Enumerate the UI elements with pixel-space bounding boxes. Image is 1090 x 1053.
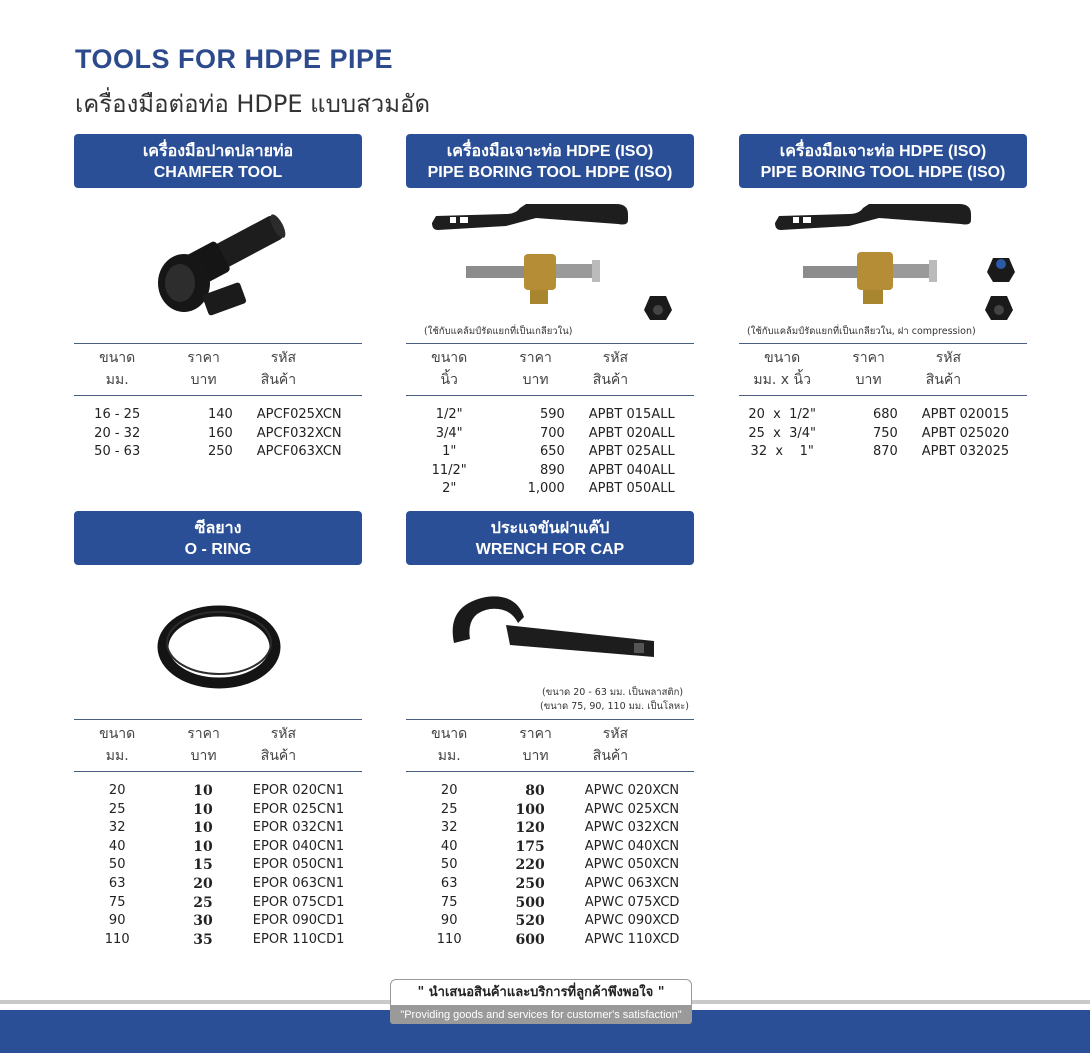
table-row (406, 443, 694, 462)
pipe-boring-tool-icon (739, 188, 1027, 343)
code-cell: APWC 040XCN (584, 838, 680, 854)
table-row (74, 912, 362, 931)
size-cell: 75 (440, 894, 458, 910)
table-row (406, 931, 694, 950)
col-size-unit: มม. (74, 745, 160, 772)
size-cell: 32 (108, 820, 126, 836)
table-row (74, 425, 362, 444)
col-price-header: ราคา (825, 344, 911, 370)
section-header (406, 134, 694, 188)
page-title: TOOLS FOR HDPE PIPE (75, 44, 394, 74)
code-cell: APBT 032025 (921, 444, 1010, 460)
price-cell: 870 (872, 444, 898, 460)
code-cell: APWC 110XCD (584, 931, 680, 947)
code-cell: APBT 015ALL (588, 407, 675, 422)
size-cell: 50 (440, 857, 458, 873)
price-cell: 10 (193, 783, 213, 799)
price-table (406, 343, 694, 499)
section-header (739, 134, 1027, 188)
size-cell: 32 (440, 820, 458, 836)
price-cell: 220 (515, 857, 545, 874)
material-note-metal: (ขนาด 75, 90, 110 มม. เป็นโลหะ) (540, 701, 689, 712)
table-row (406, 801, 694, 820)
price-cell: 20 (193, 875, 213, 892)
size-cell: 20 - 32 (94, 425, 141, 441)
col-code-unit: สินค้า (912, 369, 1027, 396)
price-cell: 30 (193, 913, 213, 930)
code-cell: APWC 063XCN (584, 875, 680, 891)
code-cell: APBT 020ALL (588, 425, 675, 441)
price-cell: 590 (539, 407, 565, 422)
col-price-unit: บาท (160, 745, 246, 772)
table-row (739, 396, 1027, 425)
code-cell: EPOR 063CN1 (252, 875, 345, 891)
pipe-boring-tool-image (406, 188, 694, 343)
col-code-header: รหัส (579, 344, 694, 370)
price-cell: 10 (193, 801, 213, 818)
col-code-unit: สินค้า (579, 369, 694, 396)
price-table (74, 719, 362, 949)
col-price-header: ราคา (492, 344, 578, 370)
slogan-english: "Providing goods and services for customer's satisfaction" (390, 1006, 692, 1024)
size-cell: 25 (440, 801, 458, 817)
col-price-header: ราคา (160, 344, 246, 370)
price-table (739, 343, 1027, 462)
size-cell: 40 (108, 838, 126, 854)
code-cell: APBT 025020 (921, 425, 1010, 441)
price-cell: 680 (872, 407, 898, 422)
price-table (74, 343, 362, 462)
col-size-unit: มม. (74, 369, 160, 396)
price-cell: 160 (207, 425, 233, 441)
code-cell: APCF063XCN (256, 444, 342, 460)
chamfer-tool-image (74, 188, 362, 343)
code-cell: APWC 075XCD (584, 894, 680, 910)
table-row (74, 931, 362, 950)
size-cell: 90 (440, 913, 458, 929)
table-row (406, 838, 694, 857)
header-english: PIPE BORING TOOL HDPE (ISO) (427, 164, 673, 181)
code-cell: EPOR 050CN1 (252, 857, 345, 873)
code-cell: EPOR 090CD1 (252, 913, 345, 929)
price-cell: 15 (193, 857, 213, 874)
header-english: WRENCH FOR CAP (475, 541, 625, 558)
code-cell: EPOR 110CD1 (252, 931, 345, 947)
section-wrench-for-cap (406, 511, 694, 949)
code-cell: EPOR 075CD1 (252, 894, 345, 910)
material-note-plastic: (ขนาด 20 - 63 มม. เป็นพลาสติก) (542, 687, 684, 698)
table-row (74, 396, 362, 425)
price-cell: 10 (193, 820, 213, 837)
size-cell: 16 - 25 (94, 407, 141, 422)
col-code-header: รหัส (579, 720, 694, 746)
price-cell: 140 (207, 407, 233, 422)
size-cell: 1" (442, 444, 457, 460)
table-row (406, 819, 694, 838)
size-cell: 50 - 63 (94, 444, 141, 460)
table-row (739, 425, 1027, 444)
col-code-unit: สินค้า (579, 745, 694, 772)
price-cell: 700 (539, 425, 565, 441)
price-cell: 250 (207, 444, 233, 460)
table-row (74, 443, 362, 462)
size-cell: 110 (104, 931, 130, 947)
section-header (74, 511, 362, 565)
table-row (74, 772, 362, 801)
header-thai: ซีลยาง (194, 520, 242, 537)
table-row (74, 801, 362, 820)
col-size-header: ขนาด (739, 344, 825, 370)
code-cell: APCF025XCN (256, 407, 342, 422)
code-cell: EPOR 040CN1 (252, 838, 345, 854)
code-cell: APWC 020XCN (584, 783, 680, 798)
code-cell: APBT 025ALL (588, 444, 675, 460)
code-cell: APBT 050ALL (588, 481, 675, 497)
size-cell: 32 x 1" (750, 444, 814, 460)
o-ring-icon (74, 565, 362, 719)
col-price-unit: บาท (492, 369, 578, 396)
section-pipe-boring-tool-mm (739, 134, 1027, 462)
size-cell: 20 x 1/2" (748, 407, 817, 422)
code-cell: EPOR 025CN1 (252, 801, 345, 817)
col-code-header: รหัส (247, 344, 362, 370)
col-price-header: ราคา (492, 720, 578, 746)
col-code-header: รหัส (247, 720, 362, 746)
table-row (406, 856, 694, 875)
col-size-header: ขนาด (74, 720, 160, 746)
code-cell: EPOR 020CN1 (252, 783, 345, 798)
usage-note: (ใช้กับแคล้มป์รัดแยกที่เป็นเกลียวใน, ฝา compression) (747, 326, 976, 337)
price-cell: 25 (193, 894, 213, 911)
size-cell: 11/2" (431, 462, 467, 478)
header-thai: ประแจขันฝาแค๊ป (490, 520, 610, 537)
header-thai: เครื่องมือเจาะท่อ HDPE (ISO) (779, 143, 987, 160)
col-size-header: ขนาด (74, 344, 160, 370)
code-cell: APWC 025XCN (584, 801, 680, 817)
code-cell: EPOR 032CN1 (252, 820, 345, 836)
section-pipe-boring-tool-inch (406, 134, 694, 499)
code-cell: APBT 020015 (921, 407, 1010, 422)
size-cell: 90 (108, 913, 126, 929)
table-row (74, 894, 362, 913)
col-size-header: ขนาด (406, 720, 492, 746)
col-size-header: ขนาด (406, 344, 492, 370)
size-cell: 25 (108, 801, 126, 817)
col-price-unit: บาท (825, 369, 911, 396)
col-code-header: รหัส (912, 344, 1027, 370)
price-cell: 120 (515, 820, 545, 837)
table-row (406, 894, 694, 913)
pipe-boring-tool-icon (406, 188, 694, 343)
header-english: O - RING (184, 541, 252, 558)
price-cell: 890 (539, 462, 565, 478)
size-cell: 1/2" (435, 407, 463, 422)
o-ring-image (74, 565, 362, 719)
size-cell: 110 (436, 931, 462, 947)
header-thai: เครื่องมือปาดปลายท่อ (142, 143, 294, 160)
table-row (739, 443, 1027, 462)
col-price-unit: บาท (492, 745, 578, 772)
size-cell: 3/4" (435, 425, 463, 441)
table-row (406, 875, 694, 894)
size-cell: 2" (442, 481, 457, 497)
size-cell: 40 (440, 838, 458, 854)
header-english: PIPE BORING TOOL HDPE (ISO) (760, 164, 1006, 181)
code-cell: APCF032XCN (256, 425, 342, 441)
page-subtitle: เครื่องมือต่อท่อ HDPE แบบสวมอัด (75, 90, 431, 118)
table-row (406, 912, 694, 931)
col-code-unit: สินค้า (247, 369, 362, 396)
price-cell: 250 (515, 875, 545, 892)
size-cell: 20 (108, 783, 126, 798)
slogan-thai: " นำเสนอสินค้าและบริการที่ลูกค้าพึงพอใจ " (390, 979, 692, 1006)
size-cell: 75 (108, 894, 126, 910)
size-cell: 20 (440, 783, 458, 798)
col-size-unit: มม. x นิ้ว (739, 369, 825, 396)
price-cell: 520 (515, 913, 545, 930)
col-code-unit: สินค้า (247, 745, 362, 772)
table-row (406, 396, 694, 425)
size-cell: 63 (440, 875, 458, 891)
table-row (406, 462, 694, 481)
price-table (406, 719, 694, 949)
col-size-unit: มม. (406, 745, 492, 772)
price-cell: 35 (193, 931, 213, 948)
chamfer-tool-icon (74, 188, 362, 343)
price-cell: 10 (193, 838, 213, 855)
table-row (74, 838, 362, 857)
code-cell: APWC 050XCN (584, 857, 680, 873)
table-row (74, 875, 362, 894)
price-cell: 175 (515, 838, 545, 855)
size-cell: 25 x 3/4" (748, 425, 817, 441)
code-cell: APBT 040ALL (588, 462, 675, 478)
price-cell: 750 (872, 425, 898, 441)
col-price-header: ราคา (160, 720, 246, 746)
size-cell: 63 (108, 875, 126, 891)
price-cell: 600 (515, 931, 545, 948)
section-o-ring (74, 511, 362, 949)
section-header (406, 511, 694, 565)
table-row (74, 856, 362, 875)
code-cell: APWC 032XCN (584, 820, 680, 836)
table-row (406, 480, 694, 499)
wrench-image (406, 565, 694, 719)
col-price-unit: บาท (160, 369, 246, 396)
price-cell: 80 (525, 783, 545, 799)
size-cell: 50 (108, 857, 126, 873)
header-english: CHAMFER TOOL (153, 164, 283, 181)
footer-slogan (390, 979, 692, 1025)
usage-note: (ใช้กับแคล้มป์รัดแยกที่เป็นเกลียวใน) (424, 326, 573, 337)
code-cell: APWC 090XCD (584, 913, 680, 929)
table-row (406, 425, 694, 444)
col-size-unit: นิ้ว (406, 369, 492, 396)
price-cell: 650 (539, 444, 565, 460)
pipe-boring-tool-image (739, 188, 1027, 343)
table-row (406, 772, 694, 801)
header-thai: เครื่องมือเจาะท่อ HDPE (ISO) (446, 143, 654, 160)
section-header (74, 134, 362, 188)
table-row (74, 819, 362, 838)
section-chamfer-tool (74, 134, 362, 462)
price-cell: 100 (515, 801, 545, 818)
price-cell: 500 (515, 894, 545, 911)
price-cell: 1,000 (527, 481, 565, 497)
